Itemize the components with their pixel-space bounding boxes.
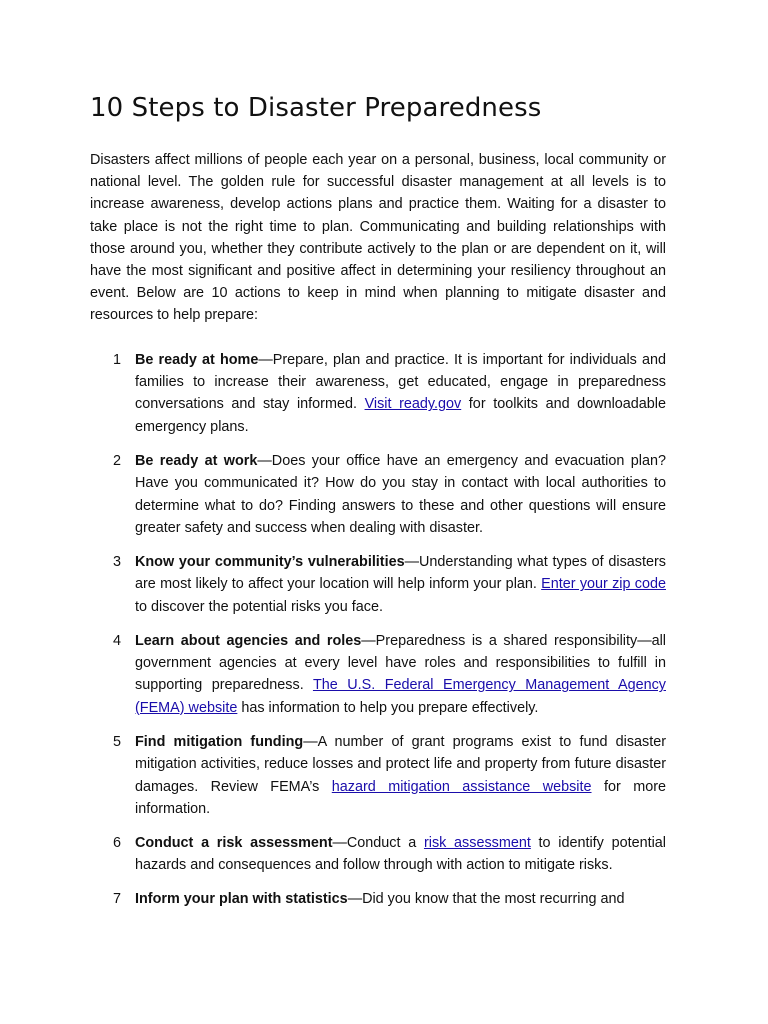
step-title: Inform your plan with statistics xyxy=(135,891,348,908)
step-text-after: to discover the potential risks you face. xyxy=(135,598,383,615)
step-text: —A number of grant programs exist to fund disaster mitigation activities, reduce losses and protect life and property from future disaster damages. Review FEMA’s xyxy=(135,733,667,795)
step-number: 5 xyxy=(113,733,122,750)
step-number: 6 xyxy=(113,834,122,851)
risk-assessment-link[interactable]: risk assessment xyxy=(423,834,531,851)
step-text: —Conduct a xyxy=(332,834,424,851)
list-item xyxy=(90,832,666,877)
list-item xyxy=(90,630,666,720)
step-number: 7 xyxy=(113,891,122,908)
step-number: 4 xyxy=(113,632,122,649)
list-item xyxy=(90,349,666,439)
step-text-after: has information to help you prepare effectively. xyxy=(237,699,539,716)
step-title: Learn about agencies and roles xyxy=(135,632,362,649)
step-number: 3 xyxy=(113,553,122,570)
step-number: 2 xyxy=(113,452,122,469)
intro-paragraph: Disasters affect millions of people each year on a personal, business, local community or national level. The golden rule for successful disaster management at all levels is to increase awareness, develop actions plans and practice them. Waiting for a disaster to take place is not the right time to plan. Communicating and building relationships with those around you, whether they contribute actively to the plan or are dependent on it, will have the most significant and positive affect in determining your resiliency throughout an event. Below are 10 actions to keep in mind when planning to mitigate disaster and resources to help prepare: xyxy=(90,152,666,324)
list-item xyxy=(90,551,666,618)
step-title: Be ready at home xyxy=(135,351,259,368)
step-title: Conduct a risk assessment xyxy=(135,834,333,851)
list-item xyxy=(90,450,666,540)
step-text: —Did you know that the most recurring and xyxy=(347,891,625,908)
step-text: —Prepare, plan and practice. It is important for individuals and families to increase their awareness, get educated, engage in preparedness conversations and stay informed. xyxy=(135,351,666,413)
page-title: 10 Steps to Disaster Preparedness xyxy=(90,93,542,123)
step-text: —Does your office have an emergency and evacuation plan? Have you communicated it? How do you stay in contact with local authorities to determine what to do? Finding answers to these and other questions will ensure greater safety and success when dealing with disaster. xyxy=(135,452,666,536)
steps-list xyxy=(90,349,666,911)
step-text-after: to identify potential hazards and consequences and follow through with action to mitigate risks. xyxy=(135,834,666,874)
step-number: 1 xyxy=(113,351,122,368)
step-title: Find mitigation funding xyxy=(135,733,304,750)
zip-code-link[interactable]: Enter your zip code xyxy=(541,576,666,593)
document-page xyxy=(90,88,666,922)
step-title: Know your community’s vulnerabilities xyxy=(135,553,405,570)
step-text: —Understanding what types of disasters are most likely to affect your location will help inform your plan. xyxy=(135,553,666,593)
step-text-after: for toolkits and downloadable emergency plans. xyxy=(135,396,667,435)
hazard-mitigation-link[interactable]: hazard mitigation assistance website xyxy=(331,778,592,795)
step-text: —Preparedness is a shared responsibility—all government agencies at every level have roles and responsibilities to fulfill in supporting preparedness. xyxy=(135,632,666,694)
list-item xyxy=(90,731,666,821)
fema-website-link[interactable]: The U.S. Federal Emergency Management Agency (FEMA) website xyxy=(135,677,666,716)
ready-gov-link[interactable]: Visit ready.gov xyxy=(364,396,462,413)
step-title: Be ready at work xyxy=(135,452,258,469)
step-text-after: for more information. xyxy=(135,778,666,817)
list-item xyxy=(90,888,666,910)
